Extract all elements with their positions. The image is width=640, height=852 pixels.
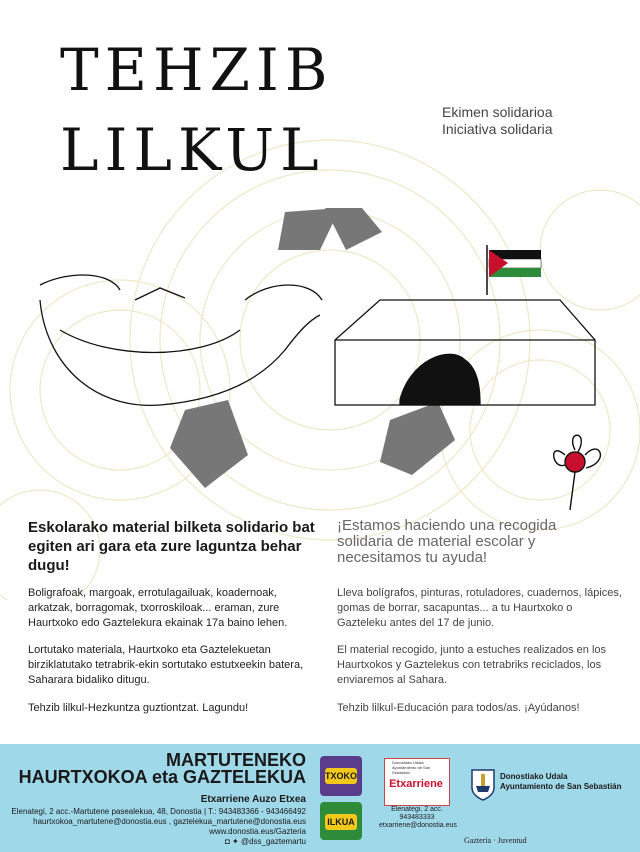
footer [0,744,640,852]
recycle-icon [170,208,455,488]
spanish-heading: ¡Estamos haciendo una recogida solidaria de material escolar y necesitamos tu ayuda! [337,517,557,566]
gazteria-label: Gazteria · Juventud [464,836,527,845]
spanish-paragraph-1: Lleva bolígrafos, pinturas, rotuladores, cuadernos, lápices, gomas de borrar, sacapuntas... a tu Haurtxoko o Gazteleku antes del 17 de junio. [337,587,622,629]
instagram-icon: ◘ [224,837,230,846]
tent-icon [335,300,595,405]
udala-name-basque: Donostiako Udala [500,772,568,781]
illustration [0,190,640,520]
footer-title-line1: MARTUTENEKO [166,750,306,770]
etxarriene-logo-name: Etxarriene [389,778,443,790]
footer-social[interactable] [225,837,306,847]
basque-paragraph-2: Lortutako materiala, Haurtxoko eta Gaztelekuetan birziklatutako tetrabrik-ekin sortutako estutxeekin batera, Saharara bidaliko ditugu. [28,644,304,686]
basque-heading: Eskolarako material bilketa solidario bat egiten ari gara eta zure laguntza behar dugu! [28,519,315,574]
city-crest-icon [470,766,496,802]
subtitle-basque: Ekimen solidarioa [442,104,553,120]
txoko-logo [320,756,362,796]
ilkua-logo [320,802,362,840]
basque-paragraph-1: Boligrafoak, margoak, errotulagailuak, koadernoak, arkatzak, borragomak, txorroskiloak... eraman, zure Haurtxoko edo Gaztelekura ekainak 17a baino lehen. [28,587,288,629]
page-title: TEHZIB LILKUL [60,36,334,184]
spanish-paragraph-2: El material recogido, junto a estuches realizados en los Haurtxokos y Gaztelekus con tetrabriks reciclados, los enviaremos al Sahara. [337,644,607,686]
footer-social-handle: @dss_gaztemartu [240,837,306,846]
spanish-paragraph-3: Tehzib lilkul-Educación para todos/as. ¡Ayúdanos! [337,702,580,714]
footer-title-line2: HAURTXOKOA eta GAZTELEKUA [18,767,306,787]
etxarriene-logo-small-text: Donostiako Udala Ayuntamiento de San Sebastián [392,760,431,775]
footer-address: Elenategi, 2 acc.-Martutene pasealekua, 48, Donostia | T.: 943483366 - 943466492 [11,807,306,816]
flower-icon [554,435,601,510]
basque-paragraph-3: Tehzib lilkul-Hezkuntza guztiontzat. Lagundu! [28,702,249,714]
footer-emails[interactable]: haurtxokoa_martutene@donostia.eus , gaztelekua_martutene@donostia.eus [33,817,306,826]
island-sketch-icon [40,275,322,405]
ilkua-logo-text: ILKUA [325,814,357,830]
sahrawi-flag-icon [487,245,541,295]
twitter-icon: ✦ [232,837,239,846]
udala-name-spanish: Ayuntamiento de San Sebastián [500,782,622,791]
subtitle-spanish: Iniciativa solidaria [442,121,553,137]
txoko-logo-text: TXOKO [325,768,357,784]
footer-center-name: Etxarriene Auzo Etxea [200,794,306,805]
etxarriene-address: Elenategi, 2 acc. 943483333 etxarriene@donostia.eus [379,806,457,829]
footer-web-link[interactable]: www.donostia.eus/Gazteria [209,827,306,836]
